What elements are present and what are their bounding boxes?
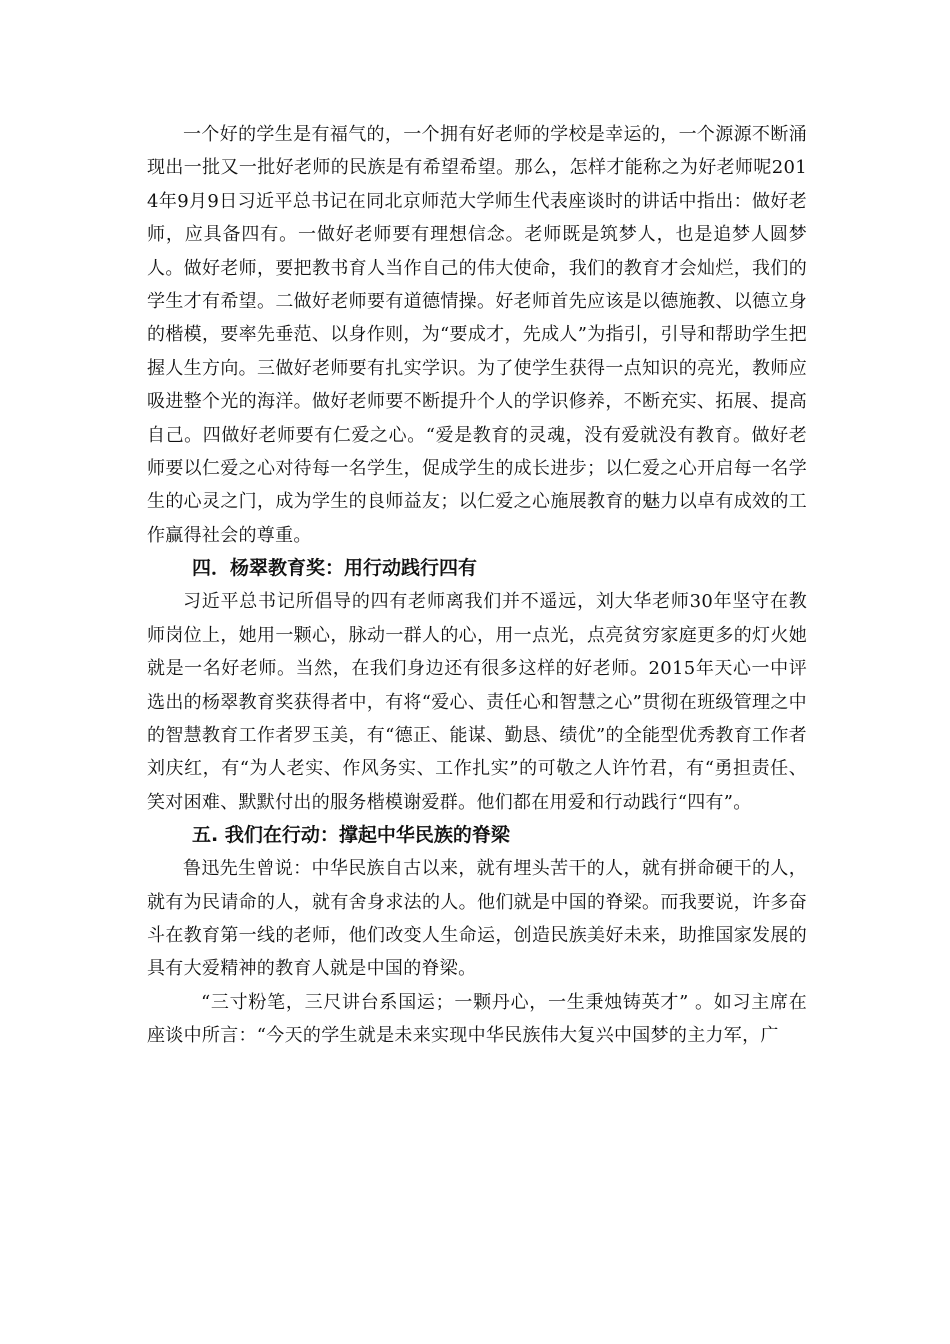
section-heading-five: 五. 我们在行动：撑起中华民族的脊梁 — [192, 824, 510, 847]
paragraph-four-haves: 一个好的学生是有福气的，一个拥有好老师的学校是幸运的，一个源源不断涌现出一批又一批好老师的民族是有希望希望。那么，怎样才能称之为好老师呢2014年9月9日习近平总书记在同北京师范大学师生代表座谈时的讲话中指出：做好老师，应具备四有。一做好老师要有理想信念。老师既是筑梦人，也是追梦人圆梦人。做好老师，要把教书育人当作自己的伟大使命，我们的教育才会灿烂，我们的学生才有希望。二做好老师要有道德情操。好老师首先应该是以德施教、以德立身的楷模，要率先垂范、以身作则，为“要成才，先成人”为指引，引导和帮助学生把握人生方向。三做好老师要有扎实学识。为了使学生获得一点知识的亮光，教师应吸进整个光的海洋。做好老师要不断提升个人的学识修养，不断充实、拓展、提高自己。四做好老师要有仁爱之心。“爱是教育的灵魂，没有爱就没有教育。做好老师要以仁爱之心对待每一名学生，促成学生的成长进步；以仁爱之心开启每一名学生的心灵之门，成为学生的良师益友；以仁爱之心施展教育的魅力以卓有成效的工作赢得社会的尊重。 — [147, 124, 807, 546]
paragraph-chalk-quote: “三寸粉笔，三尺讲台系国运；一颗丹心，一生秉烛铸英才” 。如习主席在座谈中所言：“今天的学生就是未来实现中华民族伟大复兴中国梦的主力军，广 — [147, 991, 807, 1047]
section-heading-four: 四．杨翠教育奖：用行动践行四有 — [192, 557, 478, 580]
paragraph-luxun-quote: 鲁迅先生曾说：中华民族自古以来，就有埋头苦干的人，就有拼命硬干的人，就有为民请命的人，就有舍身求法的人。他们就是中国的脊梁。而我要说，许多奋斗在教育第一线的老师，他们改变人生命运，创造民族美好未来，助推国家发展的具有大爱精神的教育人就是中国的脊梁。 — [147, 858, 807, 980]
paragraph-yangcui-award: 习近平总书记所倡导的四有老师离我们并不遥远，刘大华老师30年坚守在教师岗位上，她用一颗心，脉动一群人的心，用一点光，点亮贫穷家庭更多的灯火她就是一名好老师。当然，在我们身边还有很多这样的好老师。2015年天心一中评选出的杨翠教育奖获得者中，有将“爱心、责任心和智慧之心”贯彻在班级管理之中的智慧教育工作者罗玉美，有“德正、能谋、勤恳、绩优”的全能型优秀教育工作者刘庆红，有“为人老实、作风务实、工作扎实”的可敬之人许竹君，有“勇担责任、笑对困难、默默付出的服务楷模谢爱群。他们都在用爱和行动践行“四有”。 — [147, 591, 807, 813]
document-body — [147, 118, 807, 1053]
